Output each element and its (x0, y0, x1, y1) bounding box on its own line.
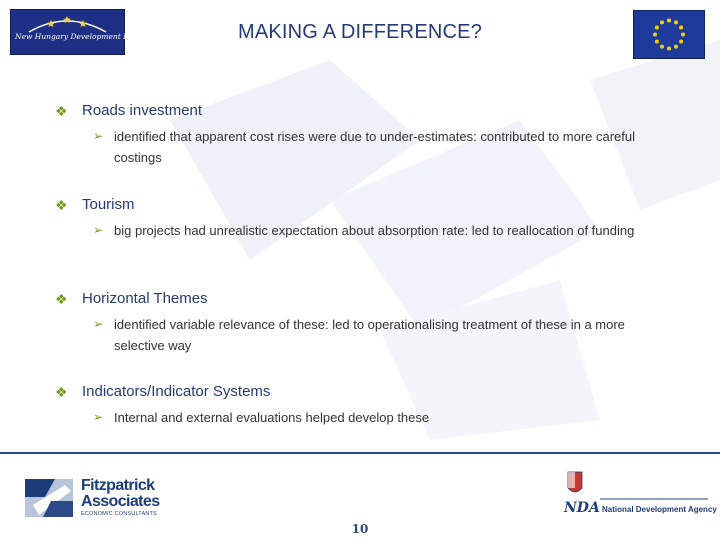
sub-bullet-text: identified variable relevance of these: led to operationalising treatment of these in a more selective way (114, 317, 625, 353)
arrow-bullet-icon: ➢ (93, 317, 104, 331)
bullet-horizontal-themes (55, 290, 208, 308)
sub-bullet-text: Internal and external evaluations helped develop these (114, 410, 430, 425)
bullet-indicator-systems (55, 383, 270, 401)
slide-title: MAKING A DIFFERENCE? (237, 21, 483, 43)
nda-logo (560, 470, 717, 528)
page-number: 10 (351, 522, 369, 536)
diamond-bullet-icon: ❖ (55, 384, 68, 400)
nda-letters: NDA (564, 500, 600, 516)
new-hungary-logo (10, 9, 140, 55)
associates-name: Associates (81, 493, 160, 510)
sub-bullet-tourism (93, 220, 674, 241)
eu-flag-icon (633, 10, 705, 59)
arrow-bullet-icon: ➢ (93, 223, 104, 237)
footer-divider (0, 452, 720, 454)
sub-bullet-horizontal-themes (93, 314, 674, 356)
diamond-bullet-icon: ❖ (55, 197, 68, 213)
nda-name: National Development Agency (602, 505, 717, 514)
bullet-roads-investment (55, 102, 202, 120)
fitzpatrick-tagline: ECONOMIC CONSULTANTS (81, 511, 157, 517)
arrow-bullet-icon: ➢ (93, 129, 104, 143)
bullet-heading: Indicators/Indicator Systems (82, 383, 271, 400)
fitzpatrick-name: Fitzpatrick (81, 477, 155, 494)
logo-script-text: New Hungary Development Plan (15, 32, 140, 41)
arrow-bullet-icon: ➢ (93, 410, 104, 424)
diamond-bullet-icon: ❖ (55, 103, 68, 119)
nda-crest-icon (560, 470, 710, 528)
fitzpatrick-emblem-icon (25, 475, 75, 519)
sub-bullet-text: big projects had unrealistic expectation about absorption rate: led to reallocation of funding (114, 223, 635, 238)
sub-bullet-roads (93, 126, 674, 168)
sub-bullet-text: identified that apparent cost rises were due to under-estimates: contributed to more careful costings (114, 129, 636, 165)
diamond-bullet-icon: ❖ (55, 291, 68, 307)
bullet-heading: Horizontal Themes (82, 290, 208, 307)
bullet-tourism (55, 196, 135, 214)
fitzpatrick-logo (25, 475, 165, 521)
sub-bullet-indicator-systems (93, 407, 674, 428)
bullet-heading: Roads investment (82, 102, 203, 119)
bullet-heading: Tourism (82, 196, 135, 213)
